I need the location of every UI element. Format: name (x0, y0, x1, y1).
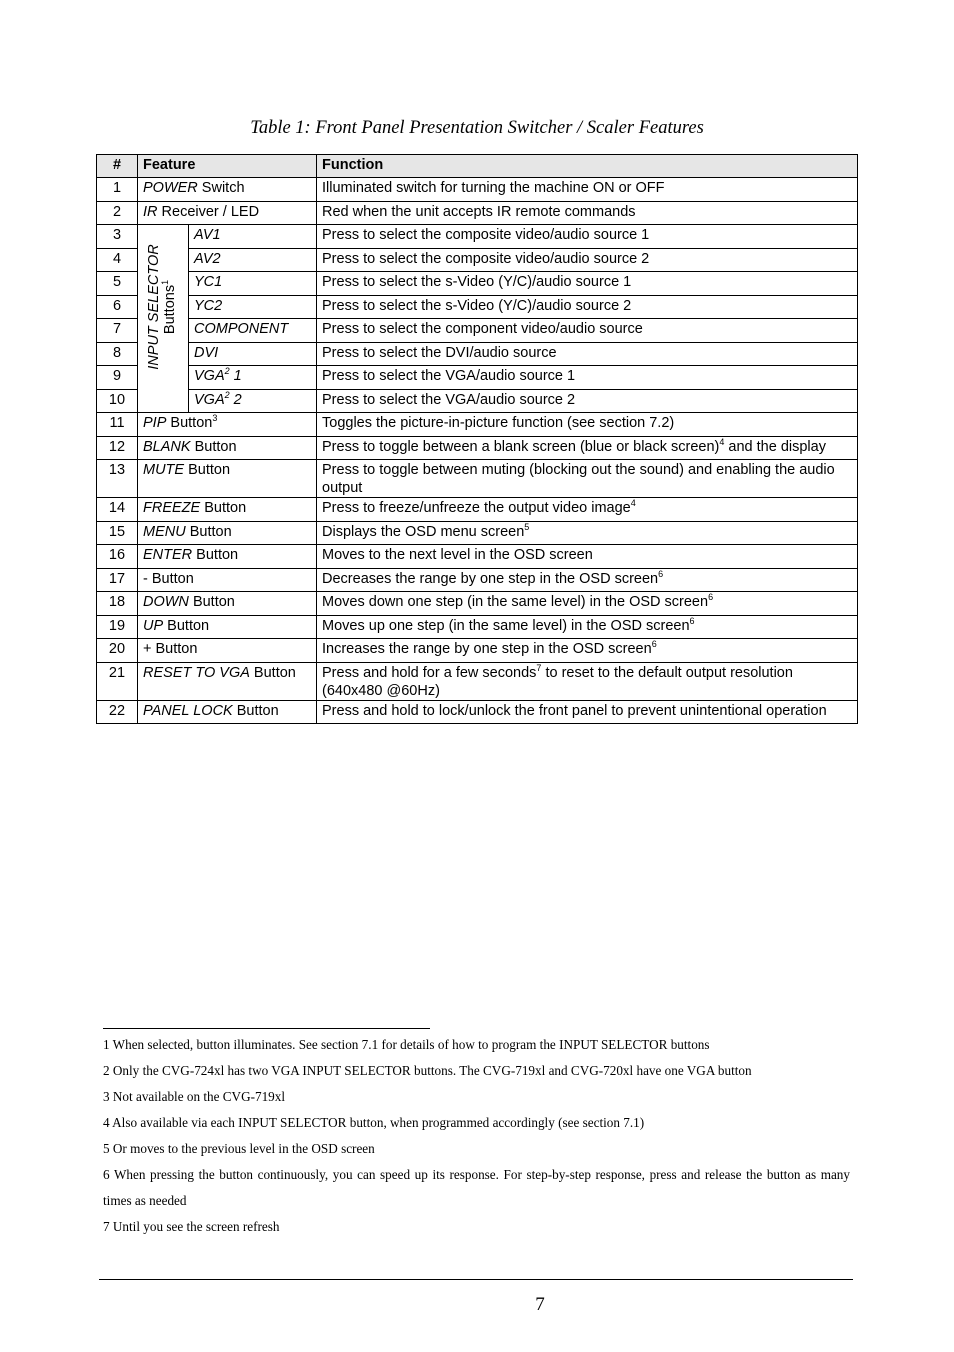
row-number: 1 (97, 178, 138, 202)
function-text: Decreases the range by one step in the OSD screen (322, 570, 659, 587)
row-function: Red when the unit accepts IR remote commands (317, 201, 858, 225)
row-function (317, 568, 858, 592)
footnote-ref: 3 (212, 413, 218, 423)
group-label-line2 (162, 244, 178, 369)
footnote-ref: 6 (658, 568, 664, 579)
row-number: 10 (97, 389, 138, 413)
feature-name-rest: Button (166, 415, 213, 431)
row-number: 14 (97, 498, 138, 522)
header-feature: Feature (138, 155, 317, 178)
function-text: Moves up one step (in the same level) in the OSD screen (322, 617, 690, 634)
row-feature (138, 498, 317, 522)
row-function: Press to select the composite video/audio source 2 (317, 248, 858, 272)
feature-name-italic: DOWN (143, 594, 189, 610)
row-feature (138, 460, 317, 498)
selector-name-text: VGA (194, 391, 225, 408)
header-num: # (97, 155, 138, 178)
footnote: 3 Not available on the CVG-719xl (103, 1089, 286, 1104)
row-number: 19 (97, 615, 138, 639)
row-feature (138, 568, 317, 592)
feature-name-italic: PIP (143, 415, 167, 431)
feature-name-italic: POWER (143, 180, 198, 196)
footnote-ref: 5 (524, 521, 530, 532)
page-number: 7 (535, 1294, 545, 1315)
feature-name-italic: BLANK (143, 438, 191, 455)
row-feature (138, 545, 317, 569)
footnote-ref: 6 (689, 615, 695, 626)
function-text-after: to reset to the default output resolution (640x480 @60Hz) (322, 664, 793, 699)
selector-name-suffix: 1 (229, 368, 242, 384)
row-function: Press to select the DVI/audio source (317, 342, 858, 366)
table-row (97, 342, 858, 366)
header-function: Function (317, 155, 858, 178)
row-function: Illuminated switch for turning the machine ON or OFF (317, 178, 858, 202)
function-text: Moves down one step (in the same level) in the OSD screen (322, 594, 709, 610)
footnotes (103, 1032, 850, 1240)
table-row (97, 413, 858, 437)
row-function (317, 592, 858, 616)
function-text: Press to toggle between a blank screen (blue or black screen) (322, 438, 720, 455)
table-row (97, 568, 858, 592)
footnote-ref: 1 (160, 279, 170, 285)
table-row (97, 639, 858, 663)
row-function: Press to select the s-Video (Y/C)/audio source 2 (317, 295, 858, 319)
feature-name-rest: Button (184, 462, 231, 478)
row-number: 16 (97, 545, 138, 569)
row-number: 17 (97, 568, 138, 592)
page-footer-rule (99, 1279, 853, 1280)
feature-name-italic: MENU (143, 523, 186, 540)
row-function (317, 436, 858, 460)
feature-name-italic: RESET TO VGA (143, 664, 250, 681)
feature-name-rest: Button (188, 594, 235, 610)
feature-name-italic: IR (143, 203, 158, 220)
feature-name-rest: Button (190, 438, 237, 455)
table-row (97, 178, 858, 202)
function-text-after: and the display (724, 438, 826, 455)
table-row (97, 436, 858, 460)
row-number: 21 (97, 662, 138, 700)
row-number: 22 (97, 700, 138, 724)
row-number: 12 (97, 436, 138, 460)
table-row (97, 295, 858, 319)
table-row (97, 521, 858, 545)
table-row (97, 615, 858, 639)
function-text: Displays the OSD menu screen (322, 523, 525, 540)
table-row (97, 460, 858, 498)
footnote-ref: 2 (224, 389, 230, 400)
feature-name-rest: Button (200, 500, 247, 516)
row-number: 8 (97, 342, 138, 366)
feature-name-rest: Button (249, 664, 296, 681)
feature-name-italic: FREEZE (143, 500, 201, 516)
footnote: 1 When selected, button illuminates. See section 7.1 for details of how to program the INPUT SELECTOR buttons (103, 1037, 710, 1052)
footnote: 6 When pressing the button continuously, you can speed up its response. For step-by-step response, press and release the button as many times as needed (103, 1167, 850, 1208)
table-row (97, 366, 858, 390)
row-number: 20 (97, 639, 138, 663)
footnote: 5 Or moves to the previous level in the OSD screen (103, 1141, 375, 1156)
footnote: 7 Until you see the screen refresh (103, 1219, 280, 1234)
row-number: 18 (97, 592, 138, 616)
input-selector-group-label (146, 244, 178, 369)
input-selector-name (189, 366, 317, 390)
feature-name-italic: PANEL LOCK (143, 702, 233, 719)
row-feature (138, 662, 317, 700)
row-number: 9 (97, 366, 138, 390)
row-feature (138, 436, 317, 460)
row-number: 11 (97, 413, 138, 437)
input-selector-name: AV2 (189, 248, 317, 272)
table-row (97, 201, 858, 225)
footnote-ref: 7 (536, 662, 542, 673)
footnote: 4 Also available via each INPUT SELECTOR button, when programmed accordingly (see section 7.1) (103, 1115, 645, 1130)
footnote-ref: 2 (224, 366, 230, 376)
table-row (97, 545, 858, 569)
group-label-text: Buttons (162, 284, 178, 335)
row-function (317, 662, 858, 700)
row-function: Press to select the VGA/audio source 1 (317, 366, 858, 390)
input-selector-name (189, 389, 317, 413)
row-function (317, 521, 858, 545)
feature-name-rest: Button (192, 547, 239, 563)
row-function: Press to select the component video/audio source (317, 319, 858, 343)
selector-name-text: VGA (194, 368, 225, 384)
row-feature (138, 639, 317, 663)
input-selector-name: AV1 (189, 225, 317, 249)
input-selector-name: COMPONENT (189, 319, 317, 343)
table-row (97, 319, 858, 343)
row-number: 13 (97, 460, 138, 498)
row-feature (138, 201, 317, 225)
row-number: 6 (97, 295, 138, 319)
feature-name-rest: Button (163, 617, 210, 634)
row-function: Press to select the s-Video (Y/C)/audio source 1 (317, 272, 858, 296)
table-row (97, 225, 858, 249)
table-header-row (97, 155, 858, 178)
row-number: 7 (97, 319, 138, 343)
row-function: Press and hold to lock/unlock the front panel to prevent unintentional operation (317, 700, 858, 724)
table-caption: Table 1: Front Panel Presentation Switcher / Scaler Features (250, 118, 704, 138)
row-function: Press to select the VGA/audio source 2 (317, 389, 858, 413)
row-feature (138, 592, 317, 616)
function-text: Press to freeze/unfreeze the output video image (322, 500, 631, 516)
footnote-ref: 6 (708, 592, 714, 602)
table-row (97, 592, 858, 616)
row-function (317, 498, 858, 522)
row-number: 4 (97, 248, 138, 272)
row-number: 3 (97, 225, 138, 249)
feature-name-rest: Receiver / LED (157, 203, 260, 220)
table-row (97, 272, 858, 296)
function-text: Increases the range by one step in the OSD screen (322, 641, 652, 657)
footnote-ref: 4 (630, 498, 636, 508)
input-selector-name: DVI (189, 342, 317, 366)
row-feature (138, 700, 317, 724)
function-text: Press and hold for a few seconds (322, 664, 537, 681)
group-label-line1: INPUT SELECTOR (146, 244, 162, 370)
table-row (97, 248, 858, 272)
row-function (317, 615, 858, 639)
row-feature (138, 413, 317, 437)
row-number: 2 (97, 201, 138, 225)
footnote-separator (103, 1028, 430, 1029)
feature-name-rest: - Button (143, 570, 194, 587)
feature-name-italic: ENTER (143, 547, 193, 563)
features-table (96, 154, 858, 724)
row-number: 5 (97, 272, 138, 296)
selector-name-suffix: 2 (229, 391, 242, 408)
table-row (97, 662, 858, 700)
footnote-ref: 4 (719, 436, 725, 447)
feature-name-rest: + Button (143, 641, 198, 657)
feature-name-italic: MUTE (143, 462, 185, 478)
feature-name-italic: UP (143, 617, 164, 634)
input-selector-group-cell (138, 225, 189, 413)
feature-name-rest: Button (185, 523, 232, 540)
footnote: 2 Only the CVG-724xl has two VGA INPUT SELECTOR buttons. The CVG-719xl and CVG-720xl have one VGA button (103, 1063, 752, 1078)
row-function: Press to toggle between muting (blocking out the sound) and enabling the audio output (317, 460, 858, 498)
feature-name-rest: Switch (197, 180, 245, 196)
row-number: 15 (97, 521, 138, 545)
table-row (97, 498, 858, 522)
row-function: Moves to the next level in the OSD screen (317, 545, 858, 569)
feature-name-rest: Button (232, 702, 279, 719)
row-function: Toggles the picture-in-picture function (see section 7.2) (317, 413, 858, 437)
footnote-ref: 6 (651, 639, 657, 649)
row-feature (138, 178, 317, 202)
input-selector-name: YC1 (189, 272, 317, 296)
row-function: Press to select the composite video/audio source 1 (317, 225, 858, 249)
table-row (97, 700, 858, 724)
input-selector-name: YC2 (189, 295, 317, 319)
row-function (317, 639, 858, 663)
row-feature (138, 521, 317, 545)
row-feature (138, 615, 317, 639)
table-row (97, 389, 858, 413)
